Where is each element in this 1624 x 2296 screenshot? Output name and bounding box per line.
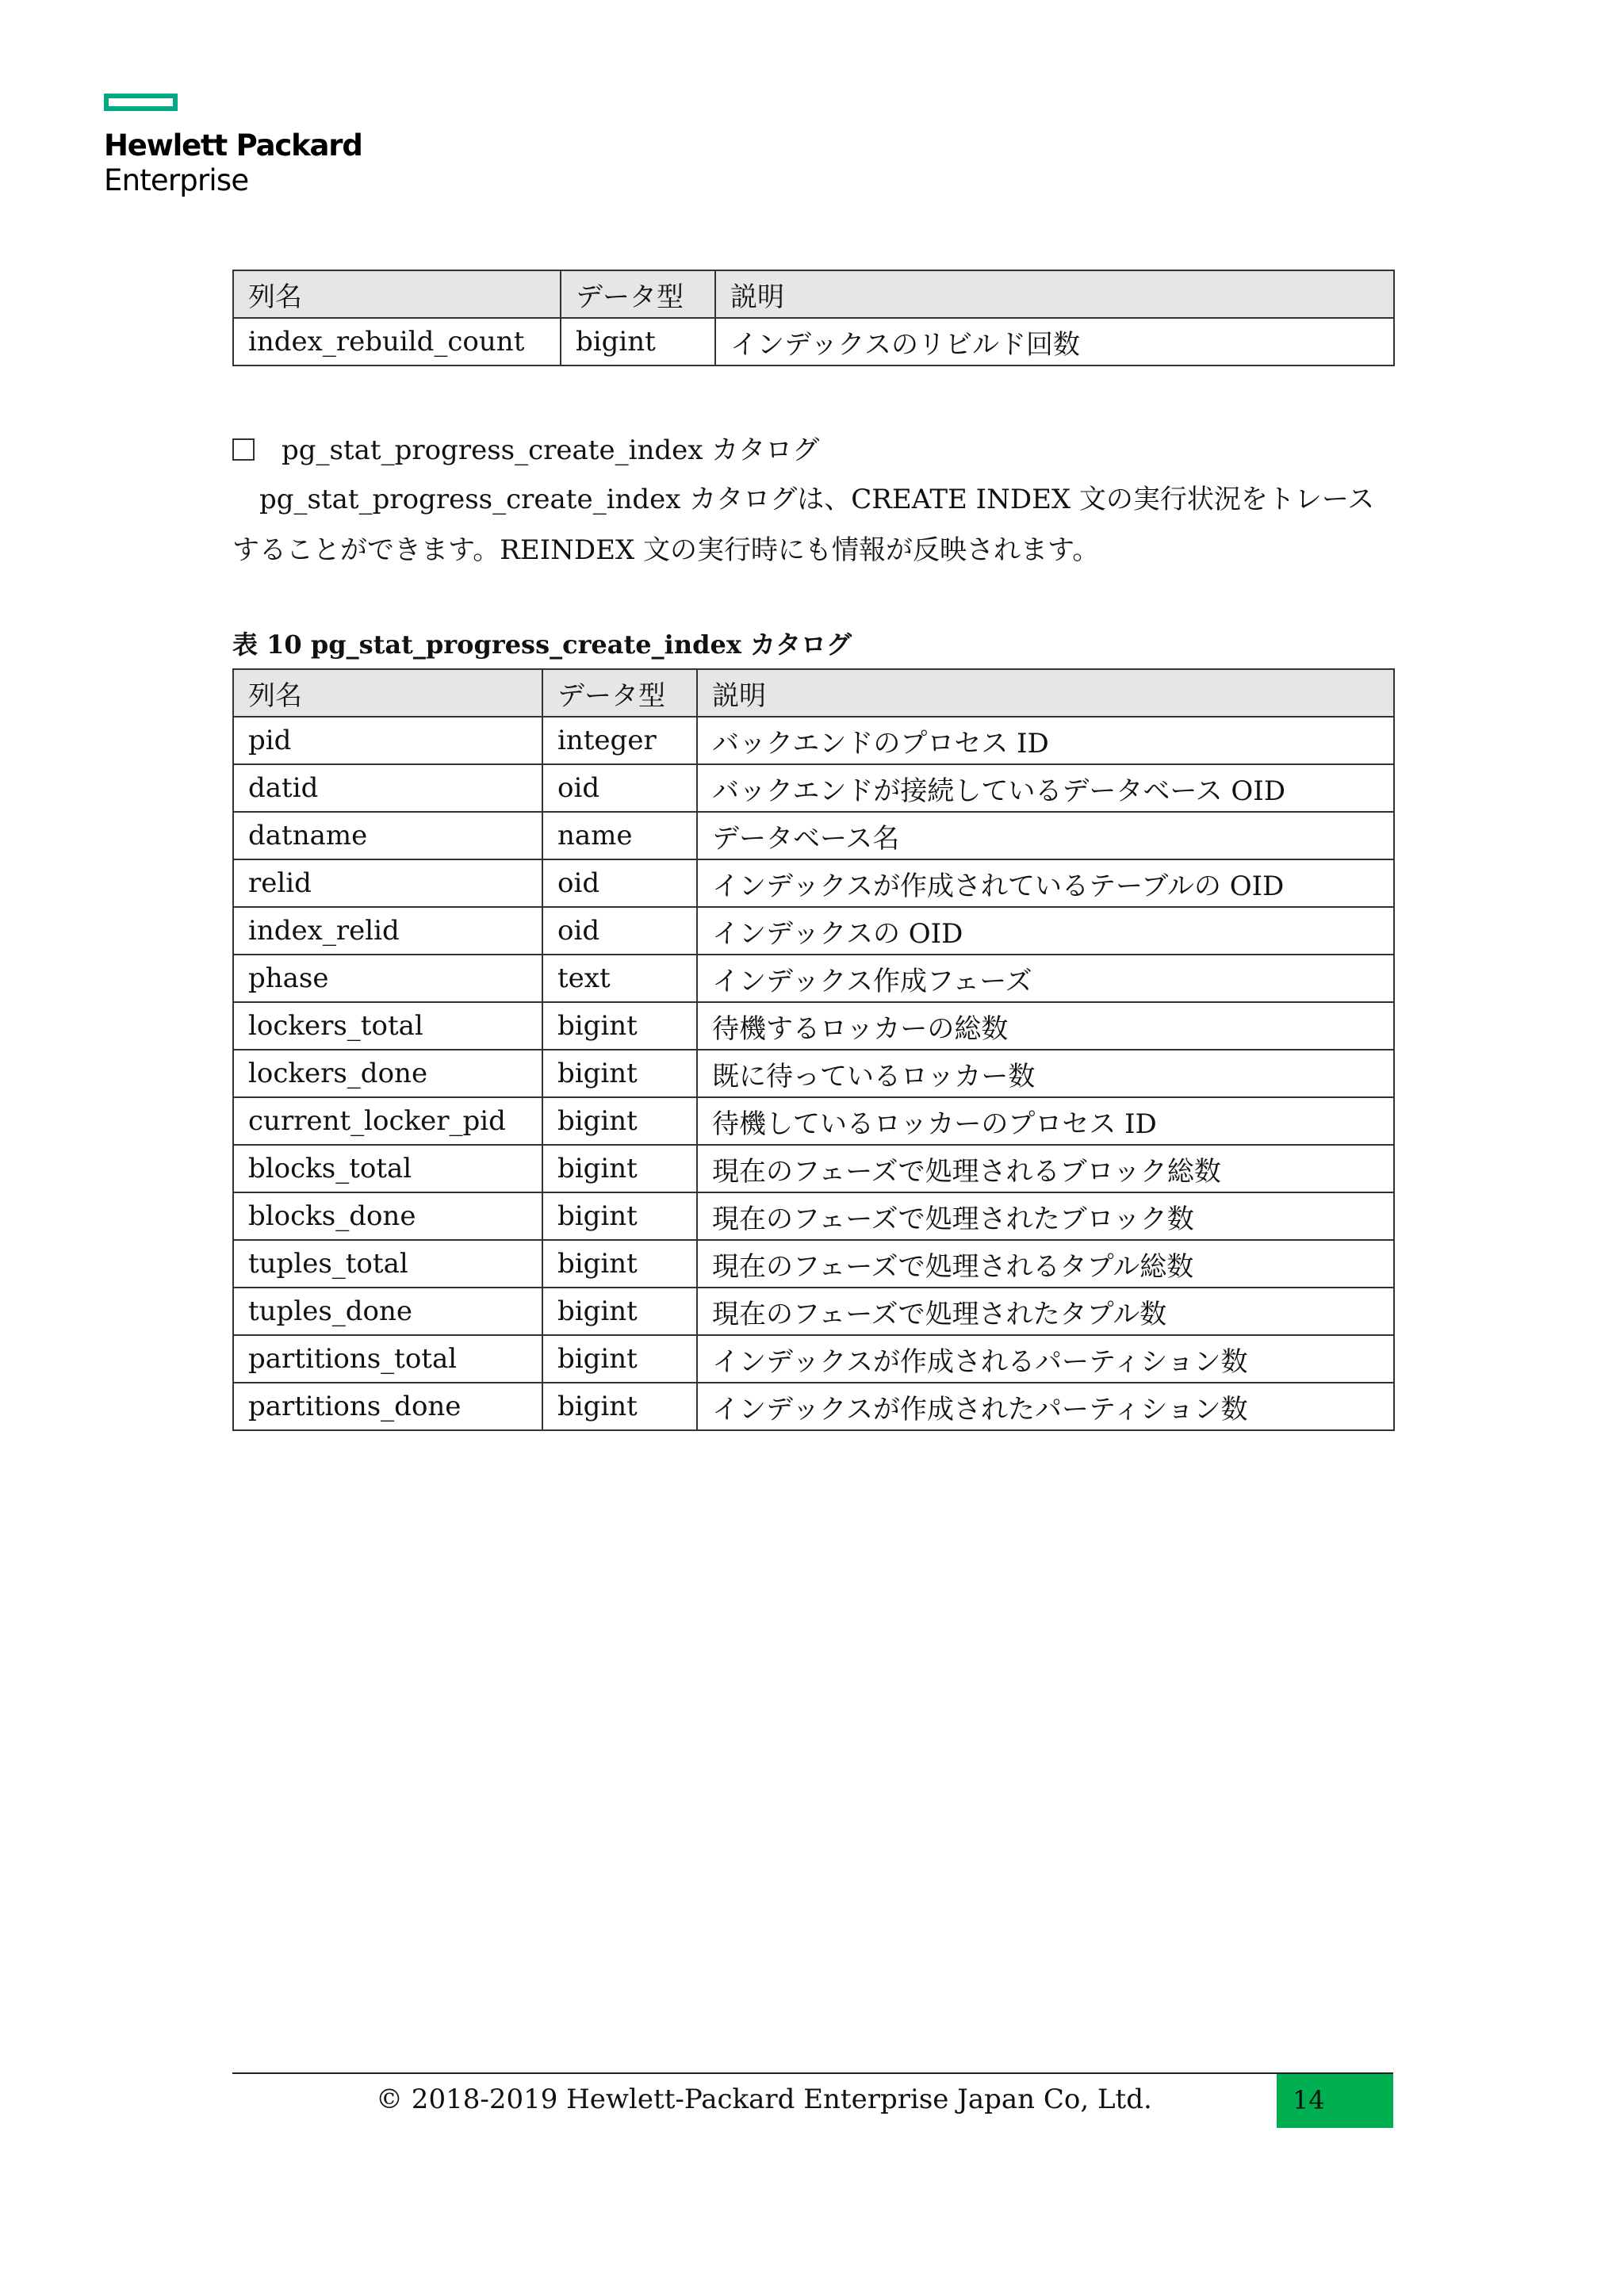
section-paragraph: pg_stat_progress_create_index カタログは、CREATE INDEX 文の実行状況をトレースすることができます。REINDEX 文の実行時にも情報が反映されます。 bbox=[232, 484, 1375, 566]
table-cell: partitions_done bbox=[233, 1383, 542, 1430]
table-row bbox=[233, 1335, 1394, 1383]
table-header-cell: 列名 bbox=[233, 669, 542, 717]
page-number: 14 bbox=[1277, 2074, 1393, 2128]
table-cell: bigint bbox=[542, 1335, 697, 1383]
column-table-continued bbox=[232, 270, 1395, 366]
table-cell: lockers_done bbox=[233, 1050, 542, 1097]
table-cell: datname bbox=[233, 812, 542, 859]
table-header-cell: 説明 bbox=[715, 270, 1394, 318]
table-cell: index_rebuild_count bbox=[233, 318, 561, 365]
table-cell: current_locker_pid bbox=[233, 1097, 542, 1145]
table-row bbox=[233, 717, 1394, 764]
table-header-cell: 列名 bbox=[233, 270, 561, 318]
table-cell: インデックスの OID bbox=[697, 907, 1394, 955]
section-heading-text: pg_stat_progress_create_index カタログ bbox=[282, 434, 820, 466]
table-row bbox=[233, 1192, 1394, 1240]
checkbox-bullet-icon bbox=[232, 438, 255, 461]
table-cell: インデックスが作成されたパーティション数 bbox=[697, 1383, 1394, 1430]
table-cell: データベース名 bbox=[697, 812, 1394, 859]
table-row bbox=[233, 318, 1394, 365]
table-cell: bigint bbox=[542, 1288, 697, 1335]
table-header-cell: 説明 bbox=[697, 669, 1394, 717]
table-row bbox=[233, 907, 1394, 955]
table-cell: 現在のフェーズで処理されたブロック数 bbox=[697, 1192, 1394, 1240]
table-cell: lockers_total bbox=[233, 1002, 542, 1050]
table-row bbox=[233, 1002, 1394, 1050]
pg-stat-progress-create-index-table bbox=[232, 668, 1395, 1431]
table-row bbox=[233, 955, 1394, 1002]
table-cell: datid bbox=[233, 764, 542, 812]
table-cell: インデックスのリビルド回数 bbox=[715, 318, 1394, 365]
table-cell: partitions_total bbox=[233, 1335, 542, 1383]
table-cell: 現在のフェーズで処理されたタプル数 bbox=[697, 1288, 1394, 1335]
table-cell: 待機するロッカーの総数 bbox=[697, 1002, 1394, 1050]
table-row bbox=[233, 1097, 1394, 1145]
table-cell: bigint bbox=[542, 1240, 697, 1288]
table-row bbox=[233, 812, 1394, 859]
table-cell: 待機しているロッカーのプロセス ID bbox=[697, 1097, 1394, 1145]
hpe-logo bbox=[104, 94, 373, 198]
table-caption: 表 10 pg_stat_progress_create_index カタログ bbox=[232, 629, 852, 660]
table-cell: インデックス作成フェーズ bbox=[697, 955, 1394, 1002]
table-cell: phase bbox=[233, 955, 542, 1002]
table-cell: tuples_done bbox=[233, 1288, 542, 1335]
table-cell: oid bbox=[542, 764, 697, 812]
table-header-row bbox=[233, 669, 1394, 717]
table-row bbox=[233, 1240, 1394, 1288]
table-row bbox=[233, 1288, 1394, 1335]
table-row bbox=[233, 1383, 1394, 1430]
table-row bbox=[233, 859, 1394, 907]
table-header-row bbox=[233, 270, 1394, 318]
footer-divider bbox=[232, 2072, 1393, 2074]
table-cell: bigint bbox=[542, 1383, 697, 1430]
table-cell: relid bbox=[233, 859, 542, 907]
table-cell: インデックスが作成されているテーブルの OID bbox=[697, 859, 1394, 907]
section-heading bbox=[232, 428, 819, 467]
table-cell: インデックスが作成されるパーティション数 bbox=[697, 1335, 1394, 1383]
table-cell: bigint bbox=[542, 1097, 697, 1145]
table-cell: バックエンドのプロセス ID bbox=[697, 717, 1394, 764]
table-cell: blocks_done bbox=[233, 1192, 542, 1240]
logo-text-line2: Enterprise bbox=[104, 163, 249, 197]
table-cell: bigint bbox=[542, 1050, 697, 1097]
table-row bbox=[233, 1145, 1394, 1192]
table-cell: bigint bbox=[542, 1002, 697, 1050]
logo-text-line1: Hewlett Packard bbox=[104, 128, 362, 163]
table-cell: 既に待っているロッカー数 bbox=[697, 1050, 1394, 1097]
table-cell: tuples_total bbox=[233, 1240, 542, 1288]
table-row bbox=[233, 764, 1394, 812]
footer-copyright: © 2018-2019 Hewlett-Packard Enterprise Japan Co, Ltd. bbox=[376, 2084, 1152, 2115]
table-header-cell: データ型 bbox=[561, 270, 715, 318]
table-cell: blocks_total bbox=[233, 1145, 542, 1192]
table-row bbox=[233, 1050, 1394, 1097]
table-cell: 現在のフェーズで処理されるタプル総数 bbox=[697, 1240, 1394, 1288]
table-header-cell: データ型 bbox=[542, 669, 697, 717]
table-cell: index_relid bbox=[233, 907, 542, 955]
table-cell: oid bbox=[542, 859, 697, 907]
table-cell: bigint bbox=[561, 318, 715, 365]
table-cell: integer bbox=[542, 717, 697, 764]
table-cell: oid bbox=[542, 907, 697, 955]
table-cell: bigint bbox=[542, 1145, 697, 1192]
table-cell: pid bbox=[233, 717, 542, 764]
table-cell: text bbox=[542, 955, 697, 1002]
logo-element-bar bbox=[104, 94, 178, 111]
table-cell: 現在のフェーズで処理されるブロック総数 bbox=[697, 1145, 1394, 1192]
table-cell: name bbox=[542, 812, 697, 859]
table-cell: バックエンドが接続しているデータベース OID bbox=[697, 764, 1394, 812]
table-cell: bigint bbox=[542, 1192, 697, 1240]
